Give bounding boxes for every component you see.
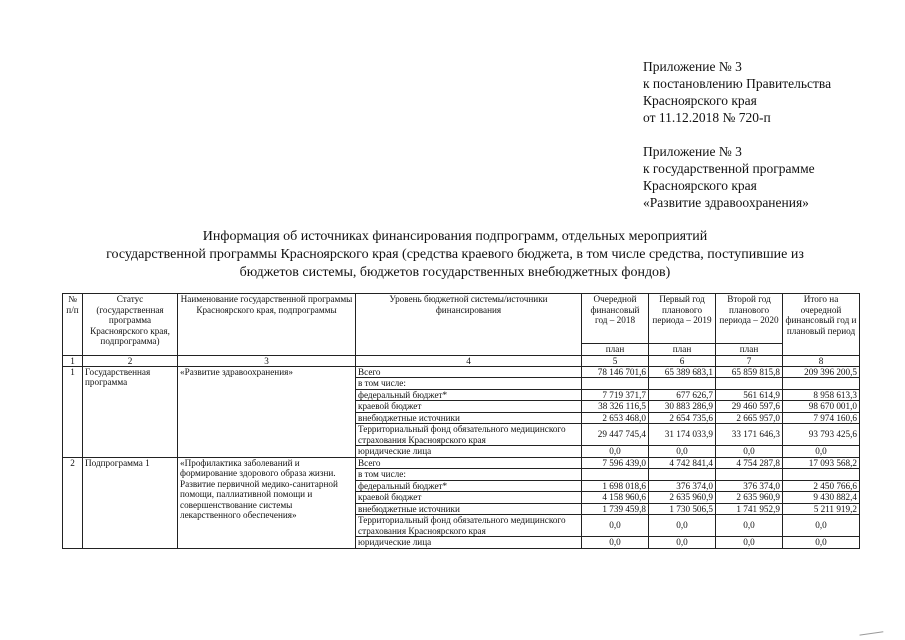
cell-2020: 0,0 (716, 537, 783, 549)
header-status: Статус (государственная программа Красноярского края, подпрограмма) (83, 294, 178, 356)
header-num: № п/п (63, 294, 83, 356)
column-number: 7 (716, 355, 783, 366)
cell-2018: 0,0 (582, 515, 649, 537)
cell-2018: 7 719 371,7 (582, 389, 649, 401)
title-line: государственной программы Красноярского края (средства краевого бюджета, в том числе средства, поступившие из (106, 247, 804, 262)
cell-2018: 78 146 701,6 (582, 366, 649, 378)
cell-2019 (649, 378, 716, 390)
title-line: бюджетов системы, бюджетов государственных внебюджетных фондов) (239, 265, 671, 280)
cell-2019: 0,0 (649, 446, 716, 458)
cell-2018 (582, 378, 649, 390)
row-level: в том числе: (356, 378, 582, 390)
cell-total: 8 958 613,3 (783, 389, 860, 401)
appendix-line: к государственной программе (643, 161, 815, 176)
column-number: 2 (83, 355, 178, 366)
cell-total: 0,0 (783, 537, 860, 549)
scan-mark (859, 625, 884, 635)
row-level: в том числе: (356, 469, 582, 481)
cell-2020: 2 665 957,0 (716, 412, 783, 424)
header-row (63, 294, 860, 344)
header-year-2018: Очередной финансовый год – 2018 (582, 294, 649, 344)
column-number: 5 (582, 355, 649, 366)
header-year-2020: Второй год планового периода – 2020 (716, 294, 783, 344)
cell-2018: 7 596 439,0 (582, 457, 649, 469)
cell-2019: 2 654 735,6 (649, 412, 716, 424)
cell-2020: 561 614,9 (716, 389, 783, 401)
cell-2020: 1 741 952,9 (716, 503, 783, 515)
row-level: Всего (356, 366, 582, 378)
cell-2018: 2 653 468,0 (582, 412, 649, 424)
appendix-block-resolution (643, 58, 831, 126)
row-level: внебюджетные источники (356, 412, 582, 424)
row-status: Подпрограмма 1 (83, 457, 178, 548)
cell-2019: 4 742 841,4 (649, 457, 716, 469)
table-row (63, 366, 860, 378)
cell-2020 (716, 469, 783, 481)
header-total: Итого на очередной финансовый год и плановый период (783, 294, 860, 356)
appendix-block-program (643, 143, 815, 211)
appendix-line: Приложение № 3 (643, 144, 742, 159)
row-level: юридические лица (356, 537, 582, 549)
cell-2018: 1 739 459,8 (582, 503, 649, 515)
cell-2018: 1 698 018,6 (582, 480, 649, 492)
row-level: Территориальный фонд обязательного медицинского страхования Красноярского края (356, 424, 582, 446)
row-status: Государственная программа (83, 366, 178, 457)
cell-total: 98 670 001,0 (783, 401, 860, 413)
cell-2019: 65 389 683,1 (649, 366, 716, 378)
cell-total: 9 430 882,4 (783, 492, 860, 504)
column-number: 8 (783, 355, 860, 366)
cell-2020: 4 754 287,8 (716, 457, 783, 469)
row-level: внебюджетные источники (356, 503, 582, 515)
column-number: 6 (649, 355, 716, 366)
cell-2019: 0,0 (649, 515, 716, 537)
column-number: 4 (356, 355, 582, 366)
row-level: федеральный бюджет* (356, 389, 582, 401)
cell-2019: 376 374,0 (649, 480, 716, 492)
header-year-2019: Первый год планового периода – 2019 (649, 294, 716, 344)
cell-2018: 0,0 (582, 537, 649, 549)
column-number: 3 (178, 355, 356, 366)
header-name: Наименование государственной программы Красноярского края, подпрограммы (178, 294, 356, 356)
cell-2019: 30 883 286,9 (649, 401, 716, 413)
row-level: краевой бюджет (356, 492, 582, 504)
column-number: 1 (63, 355, 83, 366)
row-num: 2 (63, 457, 83, 548)
row-level: краевой бюджет (356, 401, 582, 413)
table-row (63, 457, 860, 469)
cell-2019: 0,0 (649, 537, 716, 549)
cell-2020 (716, 378, 783, 390)
cell-2019: 2 635 960,9 (649, 492, 716, 504)
appendix-line: Приложение № 3 (643, 59, 742, 74)
cell-2018 (582, 469, 649, 481)
cell-2019: 31 174 033,9 (649, 424, 716, 446)
cell-2019: 1 730 506,5 (649, 503, 716, 515)
cell-2018: 29 447 745,4 (582, 424, 649, 446)
financing-table (62, 293, 860, 549)
cell-total: 2 450 766,6 (783, 480, 860, 492)
row-level: юридические лица (356, 446, 582, 458)
cell-total: 17 093 568,2 (783, 457, 860, 469)
appendix-line: «Развитие здравоохранения» (643, 195, 809, 210)
cell-2018: 38 326 116,5 (582, 401, 649, 413)
title-line: Информация об источниках финансирования подпрограмм, отдельных мероприятий (202, 229, 708, 244)
row-program-name: «Развитие здравоохранения» (178, 366, 356, 457)
appendix-line: от 11.12.2018 № 720-п (643, 110, 771, 125)
cell-2020: 0,0 (716, 446, 783, 458)
appendix-line: к постановлению Правительства (643, 76, 832, 91)
cell-total: 7 974 160,6 (783, 412, 860, 424)
cell-total (783, 378, 860, 390)
cell-total: 5 211 919,2 (783, 503, 860, 515)
cell-2020: 376 374,0 (716, 480, 783, 492)
cell-total: 209 396 200,5 (783, 366, 860, 378)
row-level: Всего (356, 457, 582, 469)
row-level: Территориальный фонд обязательного медицинского страхования Красноярского края (356, 515, 582, 537)
cell-2018: 0,0 (582, 446, 649, 458)
cell-2020: 29 460 597,6 (716, 401, 783, 413)
plan-label: план (649, 344, 716, 356)
header-level: Уровень бюджетной системы/источники финансирования (356, 294, 582, 356)
cell-2020: 65 859 815,8 (716, 366, 783, 378)
appendix-line: Красноярского края (643, 93, 757, 108)
plan-label: план (716, 344, 783, 356)
row-level: федеральный бюджет* (356, 480, 582, 492)
cell-2019 (649, 469, 716, 481)
column-number-row (63, 355, 860, 366)
plan-label: план (582, 344, 649, 356)
cell-2018: 4 158 960,6 (582, 492, 649, 504)
cell-2019: 677 626,7 (649, 389, 716, 401)
cell-total: 0,0 (783, 515, 860, 537)
cell-2020: 33 171 646,3 (716, 424, 783, 446)
cell-total (783, 469, 860, 481)
cell-2020: 0,0 (716, 515, 783, 537)
cell-total: 93 793 425,6 (783, 424, 860, 446)
cell-total: 0,0 (783, 446, 860, 458)
row-num: 1 (63, 366, 83, 457)
row-program-name: «Профилактика заболеваний и формирование здорового образа жизни. Развитие первичной медико-санитарной помощи, паллиативной помощи и совершенствование системы лекарственного обеспечения» (178, 457, 356, 548)
cell-2020: 2 635 960,9 (716, 492, 783, 504)
appendix-line: Красноярского края (643, 178, 757, 193)
document-title (40, 228, 870, 282)
